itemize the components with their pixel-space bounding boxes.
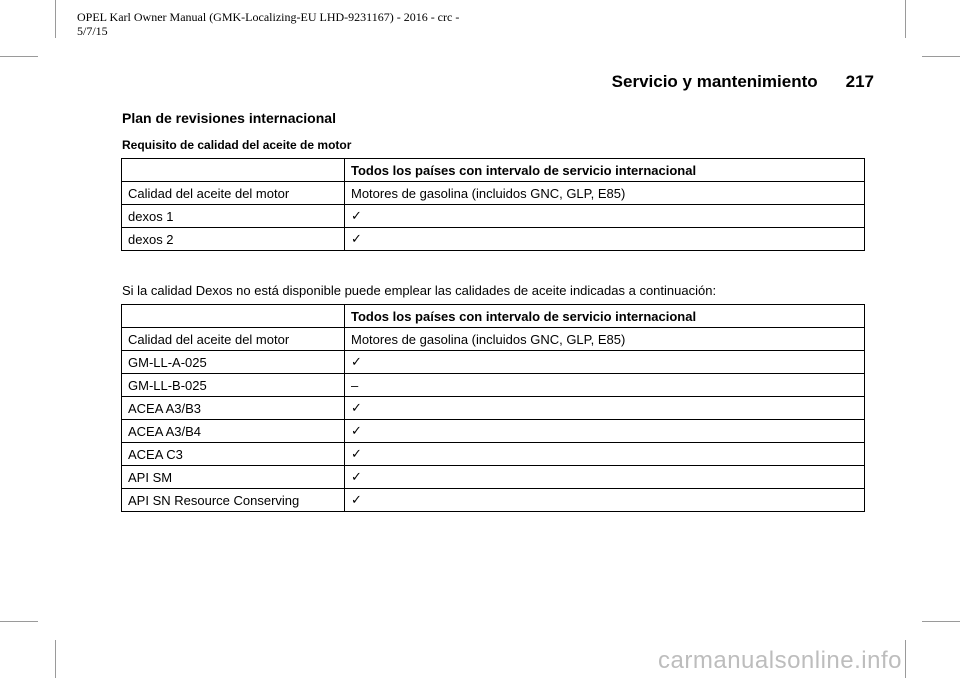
table-cell: dexos 2 xyxy=(122,228,345,251)
section-title: Plan de revisiones internacional xyxy=(122,110,336,126)
checkmark-cell: ✓ xyxy=(345,228,865,251)
table-cell: Motores de gasolina (incluidos GNC, GLP, E85) xyxy=(345,328,865,351)
dash-cell: – xyxy=(345,374,865,397)
table-header-cell xyxy=(122,305,345,328)
crop-mark-bottom-left-h xyxy=(0,621,38,622)
table-row xyxy=(122,397,865,420)
document-meta-header: OPEL Karl Owner Manual (GMK-Localizing-EU LHD-9231167) - 2016 - crc - 5/7/15 xyxy=(77,10,460,38)
subsection-title: Requisito de calidad del aceite de motor xyxy=(122,138,352,152)
crop-mark-top-left-v xyxy=(55,0,56,38)
checkmark-cell: ✓ xyxy=(345,351,865,374)
table-row xyxy=(122,205,865,228)
table-cell: GM-LL-A-025 xyxy=(122,351,345,374)
table-cell: ACEA A3/B4 xyxy=(122,420,345,443)
table-row xyxy=(122,328,865,351)
checkmark-cell: ✓ xyxy=(345,489,865,512)
table-header-cell: Todos los países con intervalo de servicio internacional xyxy=(345,305,865,328)
table-cell: dexos 1 xyxy=(122,205,345,228)
table-row xyxy=(122,489,865,512)
table-cell: Motores de gasolina (incluidos GNC, GLP, E85) xyxy=(345,182,865,205)
oil-quality-table xyxy=(121,158,865,251)
page-number: 217 xyxy=(845,72,874,91)
crop-mark-bottom-left-v xyxy=(55,640,56,678)
table-row xyxy=(122,374,865,397)
alternative-oil-table xyxy=(121,304,865,512)
table-header-row xyxy=(122,305,865,328)
table-cell: ACEA C3 xyxy=(122,443,345,466)
table-header-cell xyxy=(122,159,345,182)
checkmark-cell: ✓ xyxy=(345,397,865,420)
crop-mark-bottom-right-v xyxy=(905,640,906,678)
running-head-section: Servicio y mantenimiento xyxy=(611,72,818,91)
crop-mark-bottom-right-h xyxy=(922,621,960,622)
table-cell: ACEA A3/B3 xyxy=(122,397,345,420)
checkmark-cell: ✓ xyxy=(345,466,865,489)
alternative-oil-intro: Si la calidad Dexos no está disponible puede emplear las calidades de aceite indicadas a continuación: xyxy=(122,283,717,298)
table-row xyxy=(122,420,865,443)
table-header-cell: Todos los países con intervalo de servicio internacional xyxy=(345,159,865,182)
crop-mark-top-right-v xyxy=(905,0,906,38)
table-cell: API SM xyxy=(122,466,345,489)
table-row xyxy=(122,351,865,374)
checkmark-cell: ✓ xyxy=(345,420,865,443)
table-row xyxy=(122,228,865,251)
crop-mark-top-left-h xyxy=(0,56,38,57)
watermark: carmanualsonline.info xyxy=(658,647,902,674)
running-head xyxy=(612,72,874,92)
table-row xyxy=(122,182,865,205)
checkmark-cell: ✓ xyxy=(345,443,865,466)
table-row xyxy=(122,466,865,489)
crop-mark-top-right-h xyxy=(922,56,960,57)
table-cell: Calidad del aceite del motor xyxy=(122,328,345,351)
table-row xyxy=(122,443,865,466)
table-cell: Calidad del aceite del motor xyxy=(122,182,345,205)
table-cell: API SN Resource Conserving xyxy=(122,489,345,512)
checkmark-cell: ✓ xyxy=(345,205,865,228)
table-header-row xyxy=(122,159,865,182)
table-cell: GM-LL-B-025 xyxy=(122,374,345,397)
